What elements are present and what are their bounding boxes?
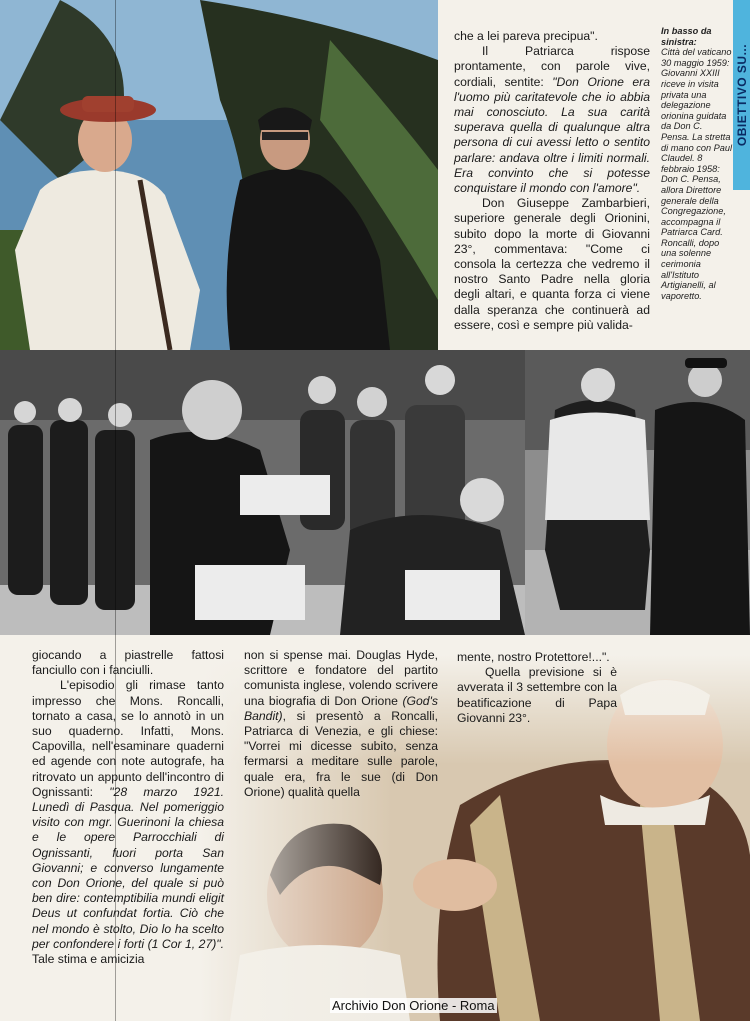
- caption-heading: In basso da sinistra:: [661, 26, 712, 47]
- text: Tale stima e amicizia: [32, 952, 145, 967]
- quote: "28 marzo 1921. Lunedì di Pasqua. Nel pomeriggio visito con mgr. Guerinoni la chiesa e le opere Parrocchiali di Ognissanti, fuori porta San Giovanni; e converso lungamente con Don Orione, del quale si può ben dire: contemptibilia mundi eligit Deus ut confundat fortia. Ciò che nel mondo è stolto, Dio lo ha scelto per confondere i forti (1 Cor 1, 27)".: [32, 784, 224, 951]
- paragraph: mente, nostro Protettore!...".: [457, 650, 610, 664]
- paragraph: Don Giuseppe Zambarbieri, superiore generale degli Orionini, subito dopo la morte di Giovanni 23°, commentava: "Come ci consola la certezza che vedremo il nostro Santo Padre nella gloria degli altari, e quanta forza ci viene dalla speranza che continuerà ad essere, così e sempre più valida-: [454, 196, 650, 332]
- photo-pope-garden: [0, 0, 438, 350]
- paragraph: che a lei pareva precipua".: [454, 29, 598, 43]
- paragraph: giocando a piastrelle fattosi fanciullo con i fanciulli.: [32, 648, 224, 678]
- book-title: (God's Bandit): [244, 693, 438, 723]
- quote: "Don Orione era l'uomo più caritatevole che io abbia mai conosciuto. La sua carità superava quella di qualunque altra persona di cui avessi letto o sentito parlare: andava oltre i limiti normali. Era convinto che si potesse conquistare il mondo con l'amore".: [454, 74, 650, 196]
- paragraph: [454, 44, 650, 196]
- section-tab-label: OBIETTIVO SU...: [734, 43, 749, 147]
- paragraph: [32, 678, 224, 967]
- scan-fold-line: [115, 0, 116, 1021]
- article-column-right: [457, 650, 617, 726]
- article-column-top: [454, 29, 650, 333]
- text: non si spense mai. Douglas Hyde, scrittore e fondatore del partito comunista inglese, volendo scrivere una biografia di Don Orione: [244, 648, 438, 708]
- article-column-left: [32, 648, 224, 967]
- photo-handshake: [0, 350, 525, 635]
- caption-text: Città del vaticano 30 maggio 1959: Giovanni XXIII riceve in visita privata una delegazione orionina guidata da Don C. Pensa. La stretta di mano con Paul Claudel. 8 febbraio 1958: Don C. Pensa, allora Direttore generale della Congregazione, accompagna il Patriarca Card. Roncalli, dopo una solenne cerimonia all'Istituto Artigianelli, al vaporetto.: [661, 47, 732, 301]
- archive-footer: Archivio Don Orione - Roma: [332, 998, 495, 1013]
- text: Il Patriarca rispose prontamente, con parole vive, cordiali, sentite:: [454, 44, 650, 89]
- photo-caption: [661, 26, 733, 301]
- paragraph: [244, 648, 438, 800]
- text: L'episodio gli rimase tanto impresso che Mons. Roncalli, tornato a casa, se lo annotò in un suo quaderno. Infatti, Mons. Capovilla, nell'esaminare quaderni ed agende con note autografe, ha ritrovato un appunto dell'incontro di Ognissanti:: [32, 678, 224, 799]
- paragraph: Quella previsione si è avverata il 3 settembre con la beatificazione di Papa Giovanni 23°.: [457, 665, 617, 725]
- article-column-middle: [244, 648, 438, 800]
- text: , si presentò a Roncalli, Patriarca di Venezia, e gli chiese: "Vorrei mi dicesse subito, senza fermarsi a meditare sulle parole, quale era, fra le sue (di Don Orione) qualità quella: [244, 708, 438, 799]
- section-tab: [733, 0, 750, 190]
- photo-pensa-roncalli: [525, 350, 750, 635]
